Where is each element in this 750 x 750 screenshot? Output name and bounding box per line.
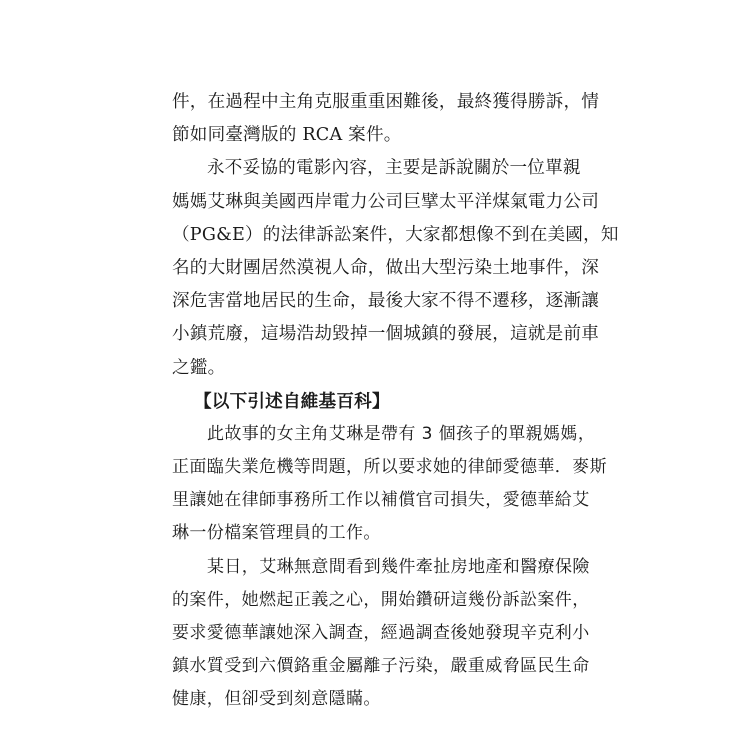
text-line: 琳一份檔案管理員的工作。 bbox=[172, 523, 381, 544]
paragraph-first-line: 永不妥協的電影內容，主要是訴說關於一位單親 bbox=[207, 158, 581, 179]
paragraph-first-line: 此故事的女主角艾琳是帶有 3 個孩子的單親媽媽， bbox=[207, 423, 596, 444]
text-line: 深危害當地居民的生命，最後大家不得不遷移，逐漸讓 bbox=[172, 291, 600, 312]
text-line: 的案件，她燃起正義之心，開始鑽研這幾份訴訟案件， bbox=[172, 589, 590, 610]
body-text bbox=[172, 86, 619, 717]
text-line: 正面臨失業危機等問題，所以要求她的律師愛德華．麥斯 bbox=[172, 457, 607, 478]
text-line: 鎮水質受到六價鉻重金屬離子污染，嚴重威脅區民生命 bbox=[172, 656, 590, 677]
text-line: （PG&E）的法律訴訟案件，大家都想像不到在美國，知 bbox=[172, 224, 619, 245]
text-line: 件，在過程中主角克服重重困難後，最終獲得勝訴，情 bbox=[172, 92, 600, 112]
text-line: 里讓她在律師事務所工作以補償官司損失，愛德華給艾 bbox=[172, 490, 590, 511]
text-line: 健康，但卻受到刻意隱瞞。 bbox=[172, 689, 381, 710]
quote-heading: 【以下引述自維基百科】 bbox=[194, 390, 390, 412]
text-line: 之鑑。 bbox=[172, 357, 226, 378]
text-line: 節如同臺灣版的 RCA 案件。 bbox=[172, 125, 402, 146]
paragraph-first-line: 某日，艾琳無意間看到幾件牽扯房地產和醫療保險 bbox=[207, 556, 590, 577]
text-line: 要求愛德華讓她深入調查，經過調查後她發現辛克利小 bbox=[172, 623, 590, 643]
text-line: 媽媽艾琳與美國西岸電力公司巨擘太平洋煤氣電力公司 bbox=[172, 191, 600, 212]
text-line: 小鎮荒廢，這場浩劫毀掉一個城鎮的發展，這就是前車 bbox=[172, 324, 600, 345]
text-line: 名的大財團居然漠視人命，做出大型污染土地事件，深 bbox=[172, 257, 600, 278]
